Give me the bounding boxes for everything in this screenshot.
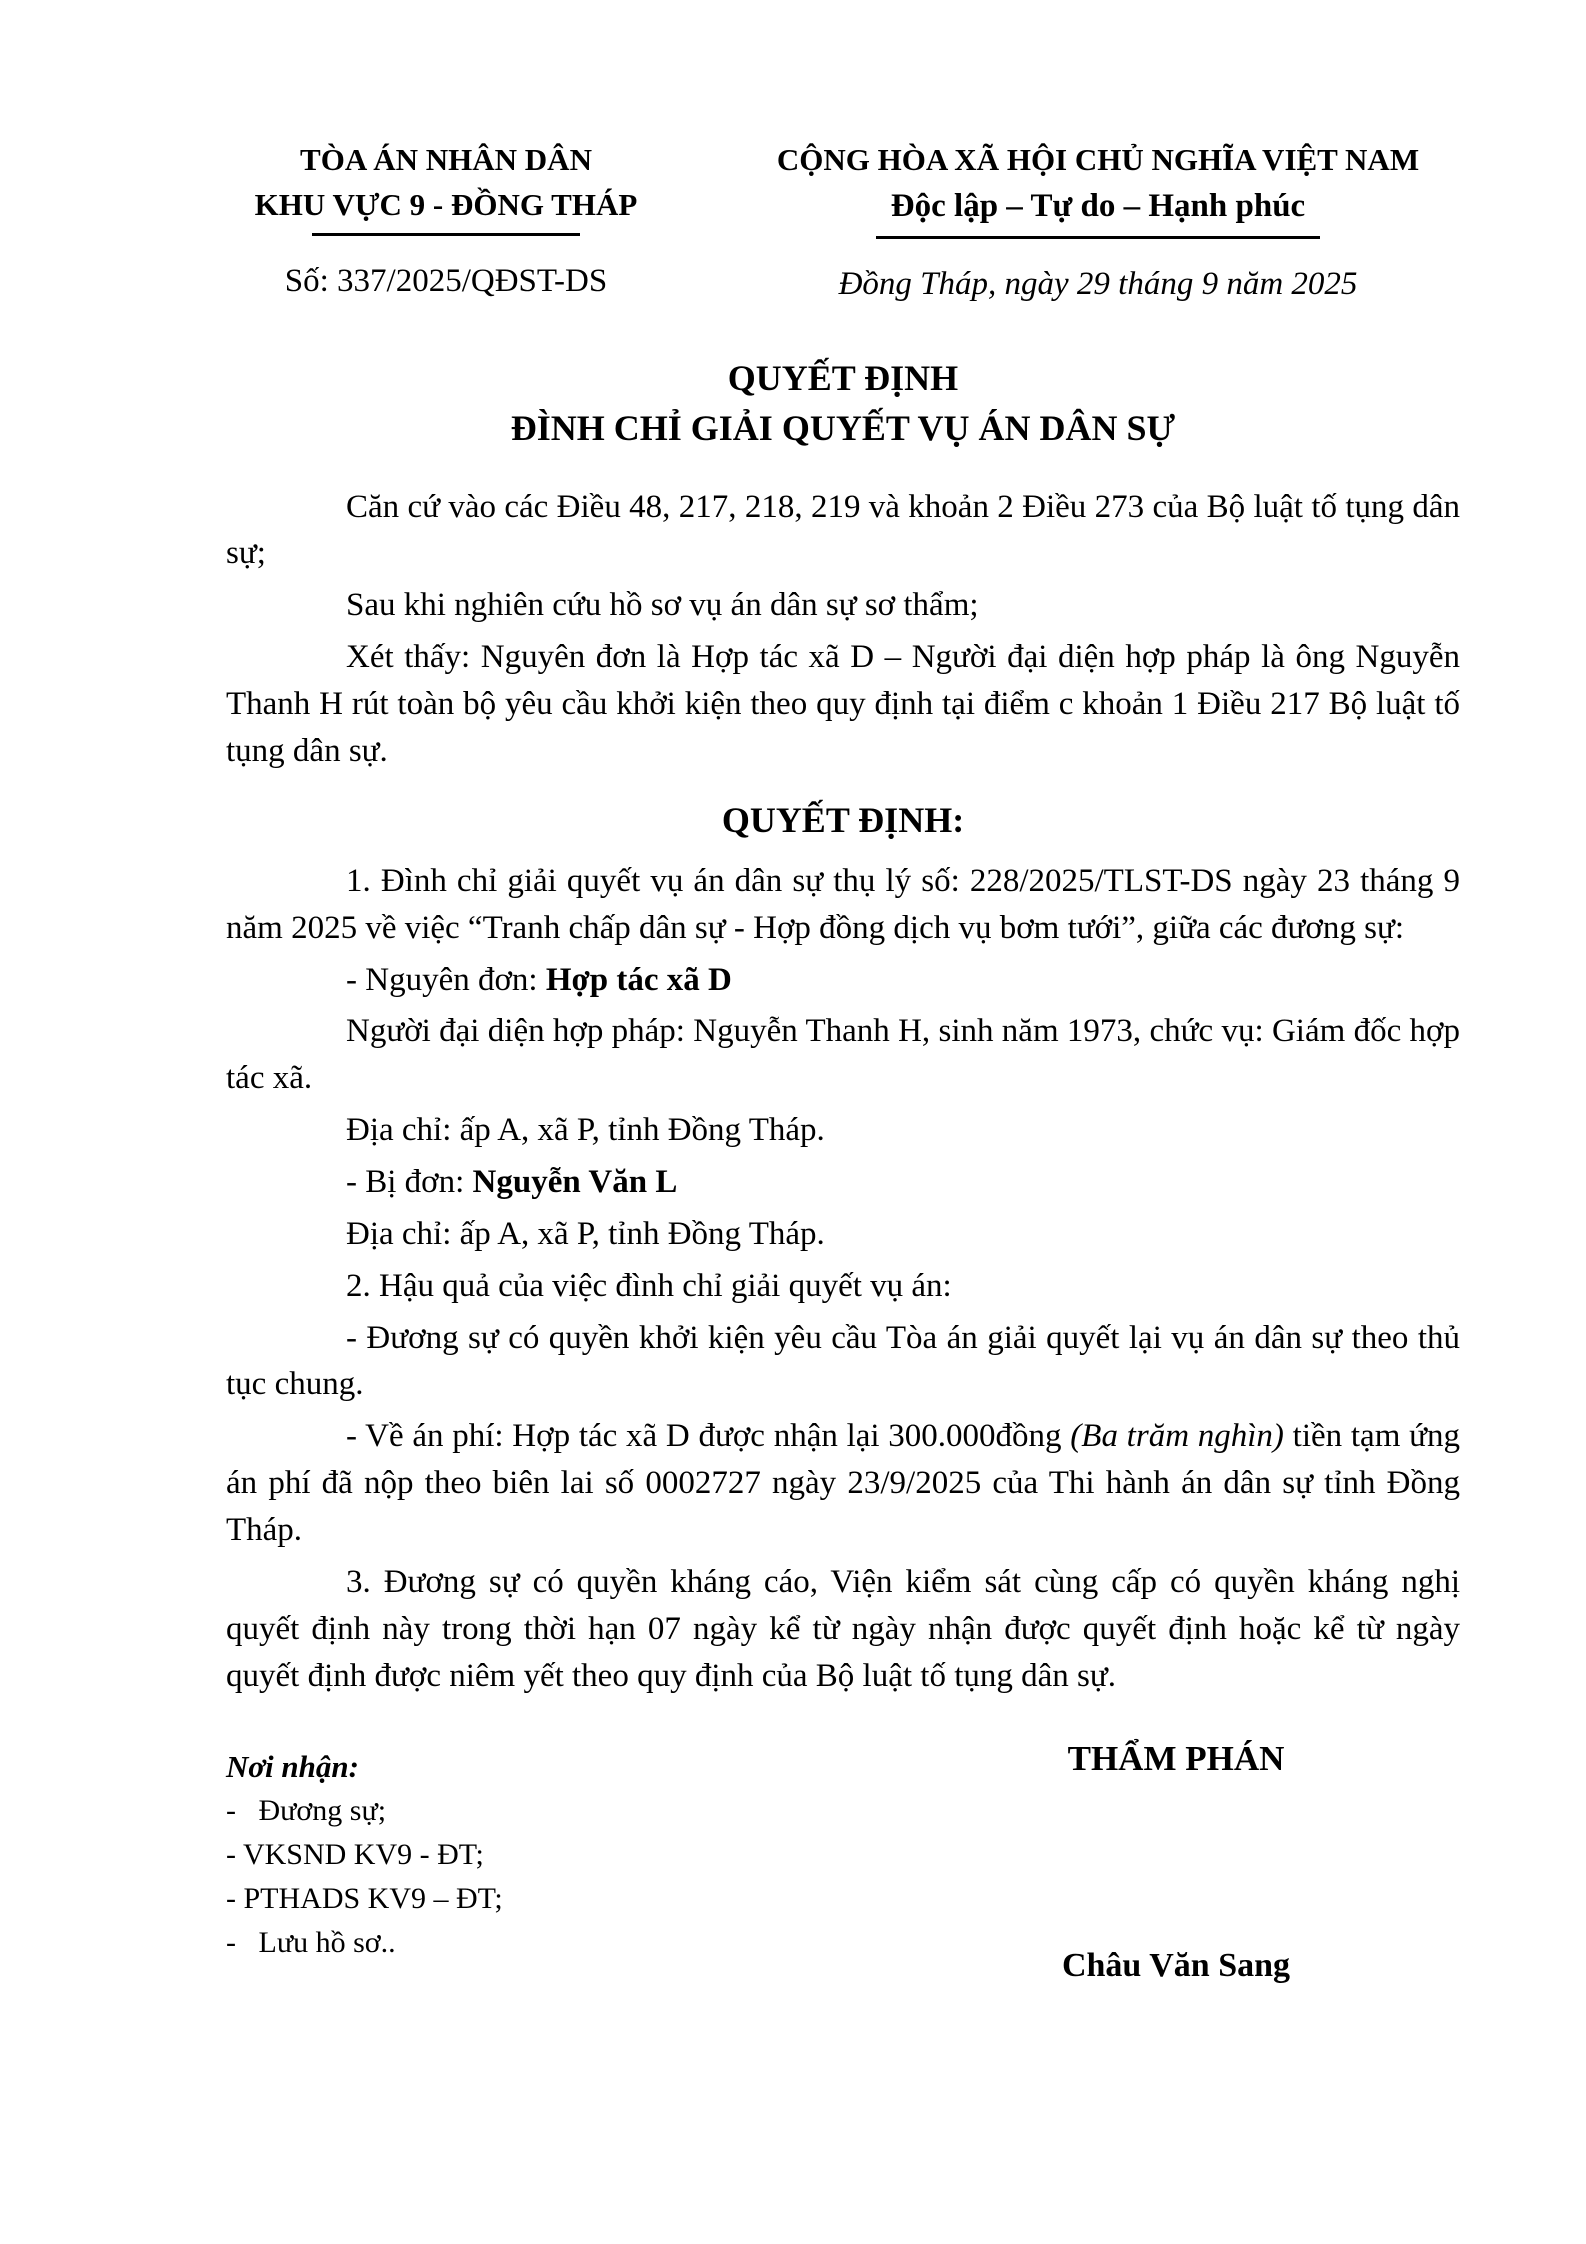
issuing-authority-block <box>226 138 666 300</box>
defendant-address-line: Địa chỉ: ấp A, xã P, tỉnh Đồng Tháp. <box>346 1215 825 1252</box>
court-name-underline <box>312 233 580 236</box>
recipient-item: - PTHADS KV9 – ĐT; <box>226 1882 503 1916</box>
paragraph-case-review: Sau khi nghiên cứu hồ sơ vụ án dân sự sơ thẩm; <box>346 587 979 624</box>
document-body <box>226 484 1460 1700</box>
paragraph-decision-3: 3. Đương sự có quyền kháng cáo, Viện kiểm sát cùng cấp có quyền kháng nghị quyết định này trong thời hạn 07 ngày kể từ ngày nhận được quyết định hoặc kể từ ngày quyết định được niêm yết theo quy định của Bộ luật tố tụng dân sự. <box>226 1563 1460 1694</box>
representative-line: Người đại diện hợp pháp: Nguyễn Thanh H, sinh năm 1973, chức vụ: Giám đốc hợp tác xã. <box>226 1013 1460 1097</box>
paragraph-decision-1: 1. Đình chỉ giải quyết vụ án dân sự thụ lý số: 228/2025/TLST-DS ngày 23 tháng 9 năm 2025 về việc “Tranh chấp dân sự - Hợp đồng dịch vụ bơm tưới”, giữa các đương sự: <box>226 862 1460 946</box>
recipient-item: - Đương sự; <box>226 1793 387 1827</box>
defendant-label: - Bị đơn: <box>346 1163 473 1200</box>
plaintiff-label: - Nguyên đơn: <box>346 961 546 998</box>
paragraph-legal-basis: Căn cứ vào các Điều 48, 217, 218, 219 và khoản 2 Điều 273 của Bộ luật tố tụng dân sự; <box>226 488 1460 572</box>
plaintiff-line <box>226 957 1460 1004</box>
judge-name: Châu Văn Sang <box>1061 1947 1291 1985</box>
defendant-line <box>226 1159 1460 1206</box>
court-name-line1: TÒA ÁN NHÂN DÂN <box>300 142 592 177</box>
recipient-item: - Lưu hồ sơ.. <box>226 1926 396 1960</box>
plaintiff-address-line: Địa chỉ: ấp A, xã P, tỉnh Đồng Tháp. <box>346 1112 825 1149</box>
country-name: CỘNG HÒA XÃ HỘI CHỦ NGHĨA VIỆT NAM <box>776 142 1420 177</box>
document-header <box>226 138 1460 303</box>
document-title-line2: ĐÌNH CHỈ GIẢI QUYẾT VỤ ÁN DÂN SỰ <box>510 408 1176 449</box>
national-motto: Độc lập – Tự do – Hạnh phúc <box>890 187 1306 224</box>
court-name-line2: KHU VỰC 9 - ĐỒNG THÁP <box>254 186 638 222</box>
signature-block <box>946 1739 1406 1985</box>
judge-title: THẨM PHÁN <box>1067 1739 1285 1779</box>
document-footer <box>226 1739 1460 2085</box>
defendant-name: Nguyễn Văn L <box>472 1163 678 1200</box>
document-title <box>226 353 1460 454</box>
fee-text-start: - Về án phí: Hợp tác xã D được nhận lại 300.000đồng <box>346 1418 1071 1455</box>
paragraph-finding: Xét thấy: Nguyên đơn là Hợp tác xã D – Người đại diện hợp pháp là ông Nguyễn Thanh H rút toàn bộ yêu cầu khởi kiện theo quy định tại điểm c khoản 1 Điều 217 Bộ luật tố tụng dân sự. <box>226 639 1460 769</box>
paragraph-court-fee <box>226 1413 1460 1554</box>
fee-text-end: tiền tạm ứng án phí đã nộp theo biên lai số 0002727 ngày 23/9/2025 của Thi hành án dân sự tỉnh Đồng Tháp. <box>226 1418 1460 1548</box>
recipient-item: - VKSND KV9 - ĐT; <box>226 1837 484 1871</box>
fee-amount-in-words: (Ba trăm nghìn) <box>1070 1418 1284 1455</box>
place-date-line: Đồng Tháp, ngày 29 tháng 9 năm 2025 <box>838 265 1358 302</box>
document-number: Số: 337/2025/QĐST-DS <box>284 262 608 299</box>
paragraph-decision-2a: - Đương sự có quyền khởi kiện yêu cầu Tòa án giải quyết lại vụ án dân sự theo thủ tục chung. <box>226 1319 1460 1403</box>
motto-underline <box>876 236 1320 239</box>
recipients-label: Nơi nhận: <box>226 1749 359 1785</box>
national-motto-block <box>736 138 1460 303</box>
document-title-line1: QUYẾT ĐỊNH <box>727 357 959 398</box>
decision-heading: QUYẾT ĐỊNH: <box>721 799 965 840</box>
paragraph-decision-2: 2. Hậu quả của việc đình chỉ giải quyết vụ án: <box>346 1267 952 1304</box>
plaintiff-name: Hợp tác xã D <box>545 961 732 998</box>
